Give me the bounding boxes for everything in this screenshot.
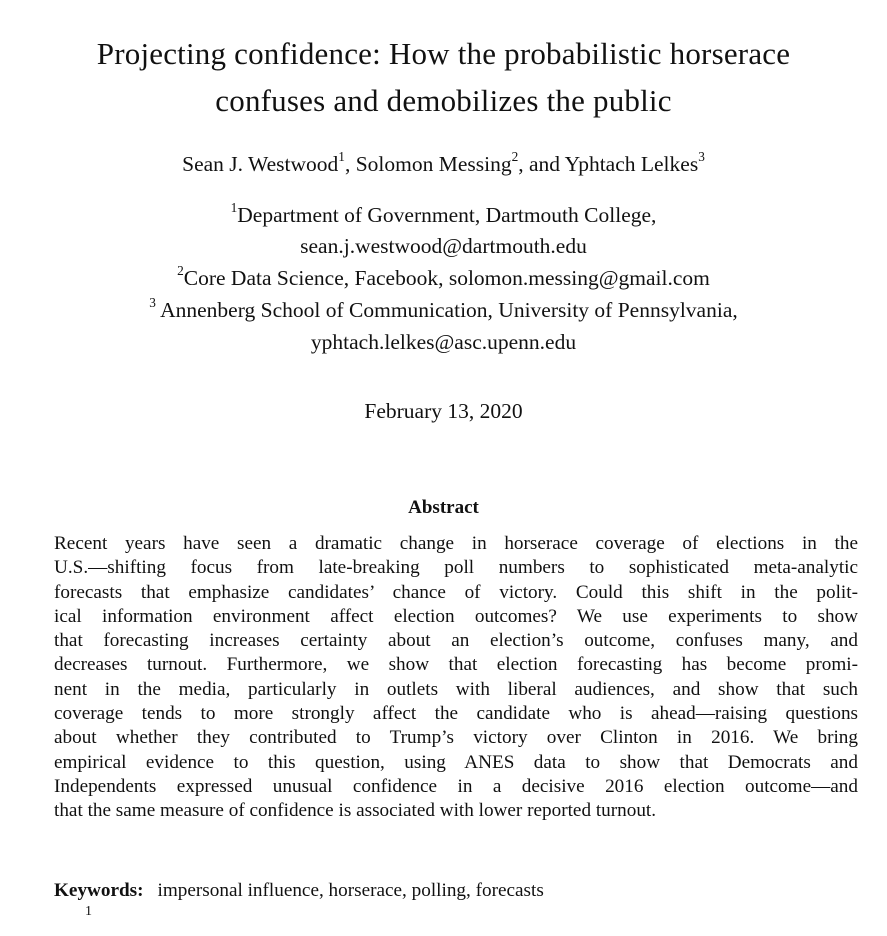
abstract-line: Independents expressed unusual confidence in a decisive 2016 election outcome—and xyxy=(54,775,858,797)
author-list xyxy=(0,149,887,179)
affiliation-mark: 1 xyxy=(230,199,238,215)
abstract-line: that forecasting increases certainty about an election’s outcome, confuses many, and xyxy=(54,630,858,652)
author-affiliation-mark: 3 xyxy=(698,148,705,164)
affiliation-3 xyxy=(0,295,887,325)
affiliation-text: Annenberg School of Communication, University of Pennsylvania, xyxy=(155,298,738,322)
abstract-heading: Abstract xyxy=(408,497,479,518)
author-affiliation-mark: 2 xyxy=(511,148,519,164)
author-affiliation-mark: 1 xyxy=(338,148,345,164)
author-name: Solomon Messing xyxy=(355,152,512,176)
abstract-body xyxy=(54,532,858,824)
affiliation-mark: 2 xyxy=(177,262,184,278)
affiliation-text: Core Data Science, Facebook, solomon.messing@gmail.com xyxy=(183,266,710,290)
abstract-line: empirical evidence to this question, using ANES data to show that Democrats and xyxy=(54,751,858,773)
abstract-line: decreases turnout. Furthermore, we show that election forecasting has become promi- xyxy=(54,654,858,676)
abstract-line: Recent years have seen a dramatic change in horserace coverage of elections in the xyxy=(54,533,858,554)
abstract-line: that the same measure of confidence is associated with lower reported turnout. xyxy=(54,800,657,822)
keywords-label: Keywords: xyxy=(54,880,144,901)
keywords-text: impersonal influence, horserace, polling, forecasts xyxy=(157,880,544,901)
affiliation-1 xyxy=(0,200,887,230)
affiliation-2 xyxy=(0,263,887,293)
abstract-line: U.S.—shifting focus from late-breaking poll numbers to sophisticated meta-analytic xyxy=(54,557,858,579)
affiliation-3-email: yphtach.lelkes@asc.upenn.edu xyxy=(310,330,577,354)
author-name: Yphtach Lelkes xyxy=(564,152,699,176)
paper-title-line-1: Projecting confidence: How the probabilistic horserace xyxy=(96,36,791,71)
author-name: Sean J. Westwood xyxy=(182,152,339,176)
abstract-line: forecasts that emphasize candidates’ chance of victory. Could this shift in the polit- xyxy=(54,581,858,603)
footnote-mark: 1 xyxy=(85,904,92,919)
abstract-line: ical information environment affect election outcomes? We use experiments to show xyxy=(54,605,858,627)
paper-title-line-2: confuses and demobilizes the public xyxy=(215,83,672,118)
abstract-line: nent in the media, particularly in outlets with liberal audiences, and show that such xyxy=(54,678,858,700)
abstract-line: coverage tends to more strongly affect the candidate who is ahead—raising questions xyxy=(54,703,858,725)
keywords xyxy=(54,878,544,904)
abstract-line: about whether they contributed to Trump’s victory over Clinton in 2016. We bring xyxy=(54,727,858,749)
publication-date: February 13, 2020 xyxy=(364,399,523,423)
author-separator: , and xyxy=(518,152,565,176)
affiliation-1-email: sean.j.westwood@dartmouth.edu xyxy=(300,234,587,258)
affiliation-text: Department of Government, Dartmouth College, xyxy=(237,203,657,227)
affiliation-mark: 3 xyxy=(149,294,156,310)
author-separator: , xyxy=(344,152,356,176)
